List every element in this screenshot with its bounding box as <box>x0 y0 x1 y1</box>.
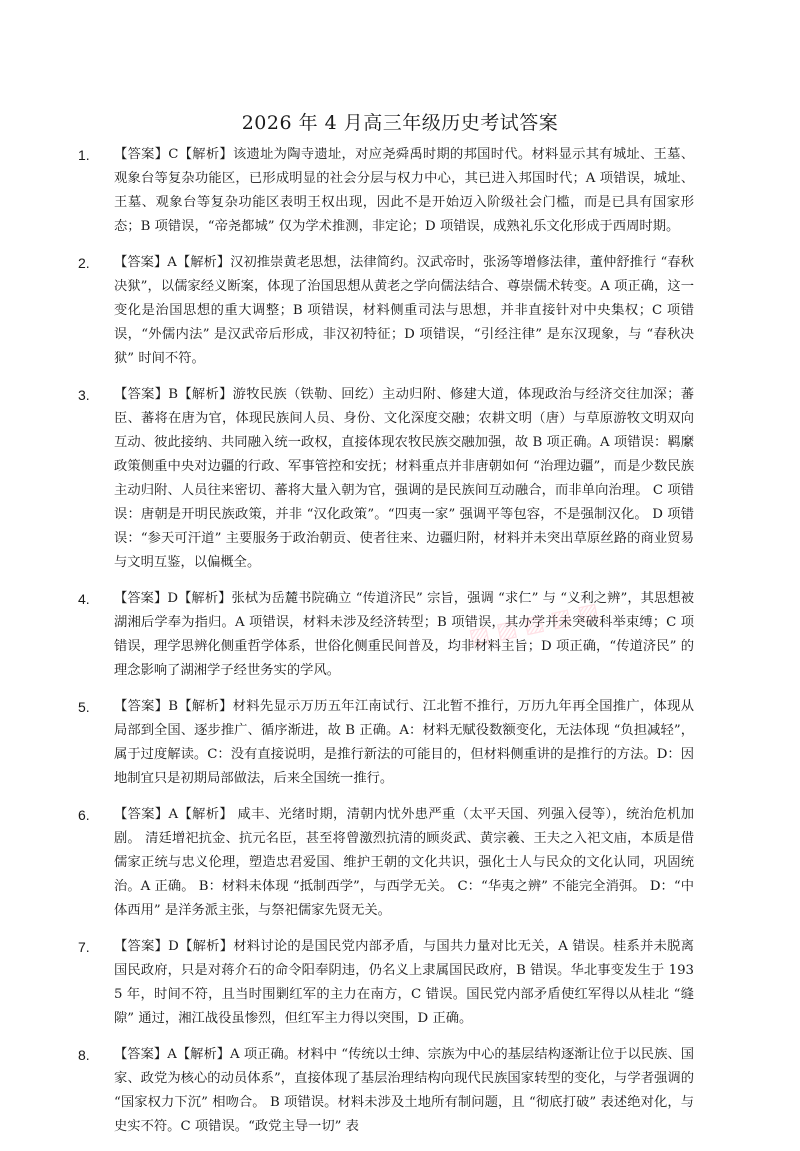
answer-number: 1. <box>78 147 90 163</box>
answer-item <box>78 935 694 1031</box>
answer-item <box>78 383 694 575</box>
answer-text: 【答案】D【解析】材料讨论的是国民党内部矛盾，与国共力量对比无关，A 错误。桂系并未脱离国民政府，只是对蒋介石的命令阳奉阴违，仍名义上隶属国民政府，B 错误。华北事变发生于 1935 年，时间不符，且当时围剿红军的主力在南方，C 错误。国民党内部矛盾使红军得以从桂北 “缝隙” 通过，湘江战役虽惨烈，但红军主力得以突围，D 正确。 <box>114 939 694 1026</box>
answer-number: 2. <box>78 255 90 271</box>
answer-item <box>78 695 694 791</box>
page-title: 2026 年 4 月高三年级历史考试答案 <box>241 112 559 134</box>
answer-item <box>78 803 694 923</box>
answer-item <box>78 587 694 683</box>
answer-number: 7. <box>78 939 90 955</box>
answer-text: 【答案】B【解析】材料先显示万历五年江南试行、江北暂不推行，万历九年再全国推广，体现从局部到全国、逐步推广、循序渐进，故 B 正确。A：材料无赋役数额变化，无法体现 “负担减轻”，属于过度解读。C：没有直接说明，是推行新法的可能目的，但材料侧重讲的是推行的方法。D：因地制宜只是初期局部做法，后来全国统一推行。 <box>114 699 694 786</box>
answer-number: 6. <box>78 807 90 823</box>
answer-text: 【答案】A【解析】A 项正确。材料中 “传统以士绅、宗族为中心的基层结构逐渐让位于以民族、国家、政党为核心的动员体系”，直接体现了基层治理结构向现代民族国家转型的变化，与学者强调的 “国家权力下沉” 相吻合。 B 项错误。材料未涉及土地所有制问题，且 “彻底打破” 表述绝对化，与史实不符。C 项错误。“政党主导一切” 表 <box>114 1047 694 1134</box>
answer-text: 【答案】C【解析】该遗址为陶寺遗址，对应尧舜禹时期的邦国时代。材料显示其有城址、王墓、观象台等复杂功能区，已形成明显的社会分层与权力中心，其已进入邦国时代；A 项错误，城址、王墓、观象台等复杂功能区表明王权出现，因此不是开始迈入阶级社会门槛，而是已具有国家形态；B 项错误，“帝尧都城” 仅为学术推测，非定论；D 项错误，成熟礼乐文化形成于西周时期。 <box>114 147 694 234</box>
answer-text: 【答案】D【解析】张栻为岳麓书院确立 “传道济民” 宗旨，强调 “求仁” 与 “义利之辨”，其思想被湖湘后学奉为指归。A 项错误，材料未涉及经济转型；B 项错误，其办学并未突破科举束缚；C 项错误，理学思辨化侧重哲学体系，世俗化侧重民间普及，均非材料主旨；D 项正确，“传道济民” 的理念影响了湖湘学子经世务实的学风。 <box>114 591 694 678</box>
answer-number: 8. <box>78 1047 90 1063</box>
answer-item <box>78 143 694 239</box>
answer-item <box>78 251 694 371</box>
answer-number: 3. <box>78 387 90 403</box>
watermark-stamp: ▨ ▨ ▨ ▨ ▨ <box>466 598 602 651</box>
answer-text: 【答案】A【解析】汉初推崇黄老思想，法律简约。汉武帝时，张汤等增修法律，董仲舒推行 “春秋决狱”，以儒家经义断案，体现了治国思想从黄老之学向儒法结合、尊崇儒术转变。A 项正确，这一变化是治国思想的重大调整；B 项错误，材料侧重司法与思想，并非直接针对中央集权；C 项错误，“外儒内法” 是汉武帝后形成，非汉初特征；D 项错误，“引经注律” 是东汉现象，与 “春秋决狱” 时间不符。 <box>114 255 694 366</box>
answer-number: 5. <box>78 699 90 715</box>
answer-number: 4. <box>78 591 90 607</box>
answer-text: 【答案】B【解析】游牧民族（铁勒、回纥）主动归附、修建大道，体现政治与经济交往加深；蕃臣、蕃将在唐为官，体现民族间人员、身份、文化深度交融；农耕文明（唐）与草原游牧文明双向互动、彼此接纳、共同融入统一政权，直接体现农牧民族交融加强，故 B 项正确。A 项错误：羁縻政策侧重中央对边疆的行政、军事管控和安抚；材料重点并非唐朝如何 “治理边疆”，而是少数民族主动归附、人员往来密切、蕃将大量入朝为官，强调的是民族间互动融合，而非单向治理。 C 项错误：唐朝是开明民族政策，并非 “汉化政策”。“四夷一家” 强调平等包容，不是强制汉化。 D 项错误：“参天可汗道” 主要服务于政治朝贡、使者往来、边疆归附，材料并未突出草原丝路的商业贸易与文明互鉴，以偏概全。 <box>114 387 694 570</box>
answer-item <box>78 1043 694 1139</box>
answer-text: 【答案】A【解析】 咸丰、光绪时期，清朝内忧外患严重（太平天国、列强入侵等），统治危机加剧。 清廷增祀抗金、抗元名臣，甚至将曾激烈抗清的顾炎武、黄宗羲、王夫之入祀文庙，本质是借儒家正统与忠义伦理，塑造忠君爱国、维护王朝的文化共识，强化士人与民众的文化认同，巩固统治。A 正确。 B：材料未体现 “抵制西学”，与西学无关。 C：“华夷之辨” 不能完全消弭。 D：“中体西用” 是洋务派主张，与祭祀儒家先贤无关。 <box>114 807 694 918</box>
answer-list <box>78 143 694 1151</box>
